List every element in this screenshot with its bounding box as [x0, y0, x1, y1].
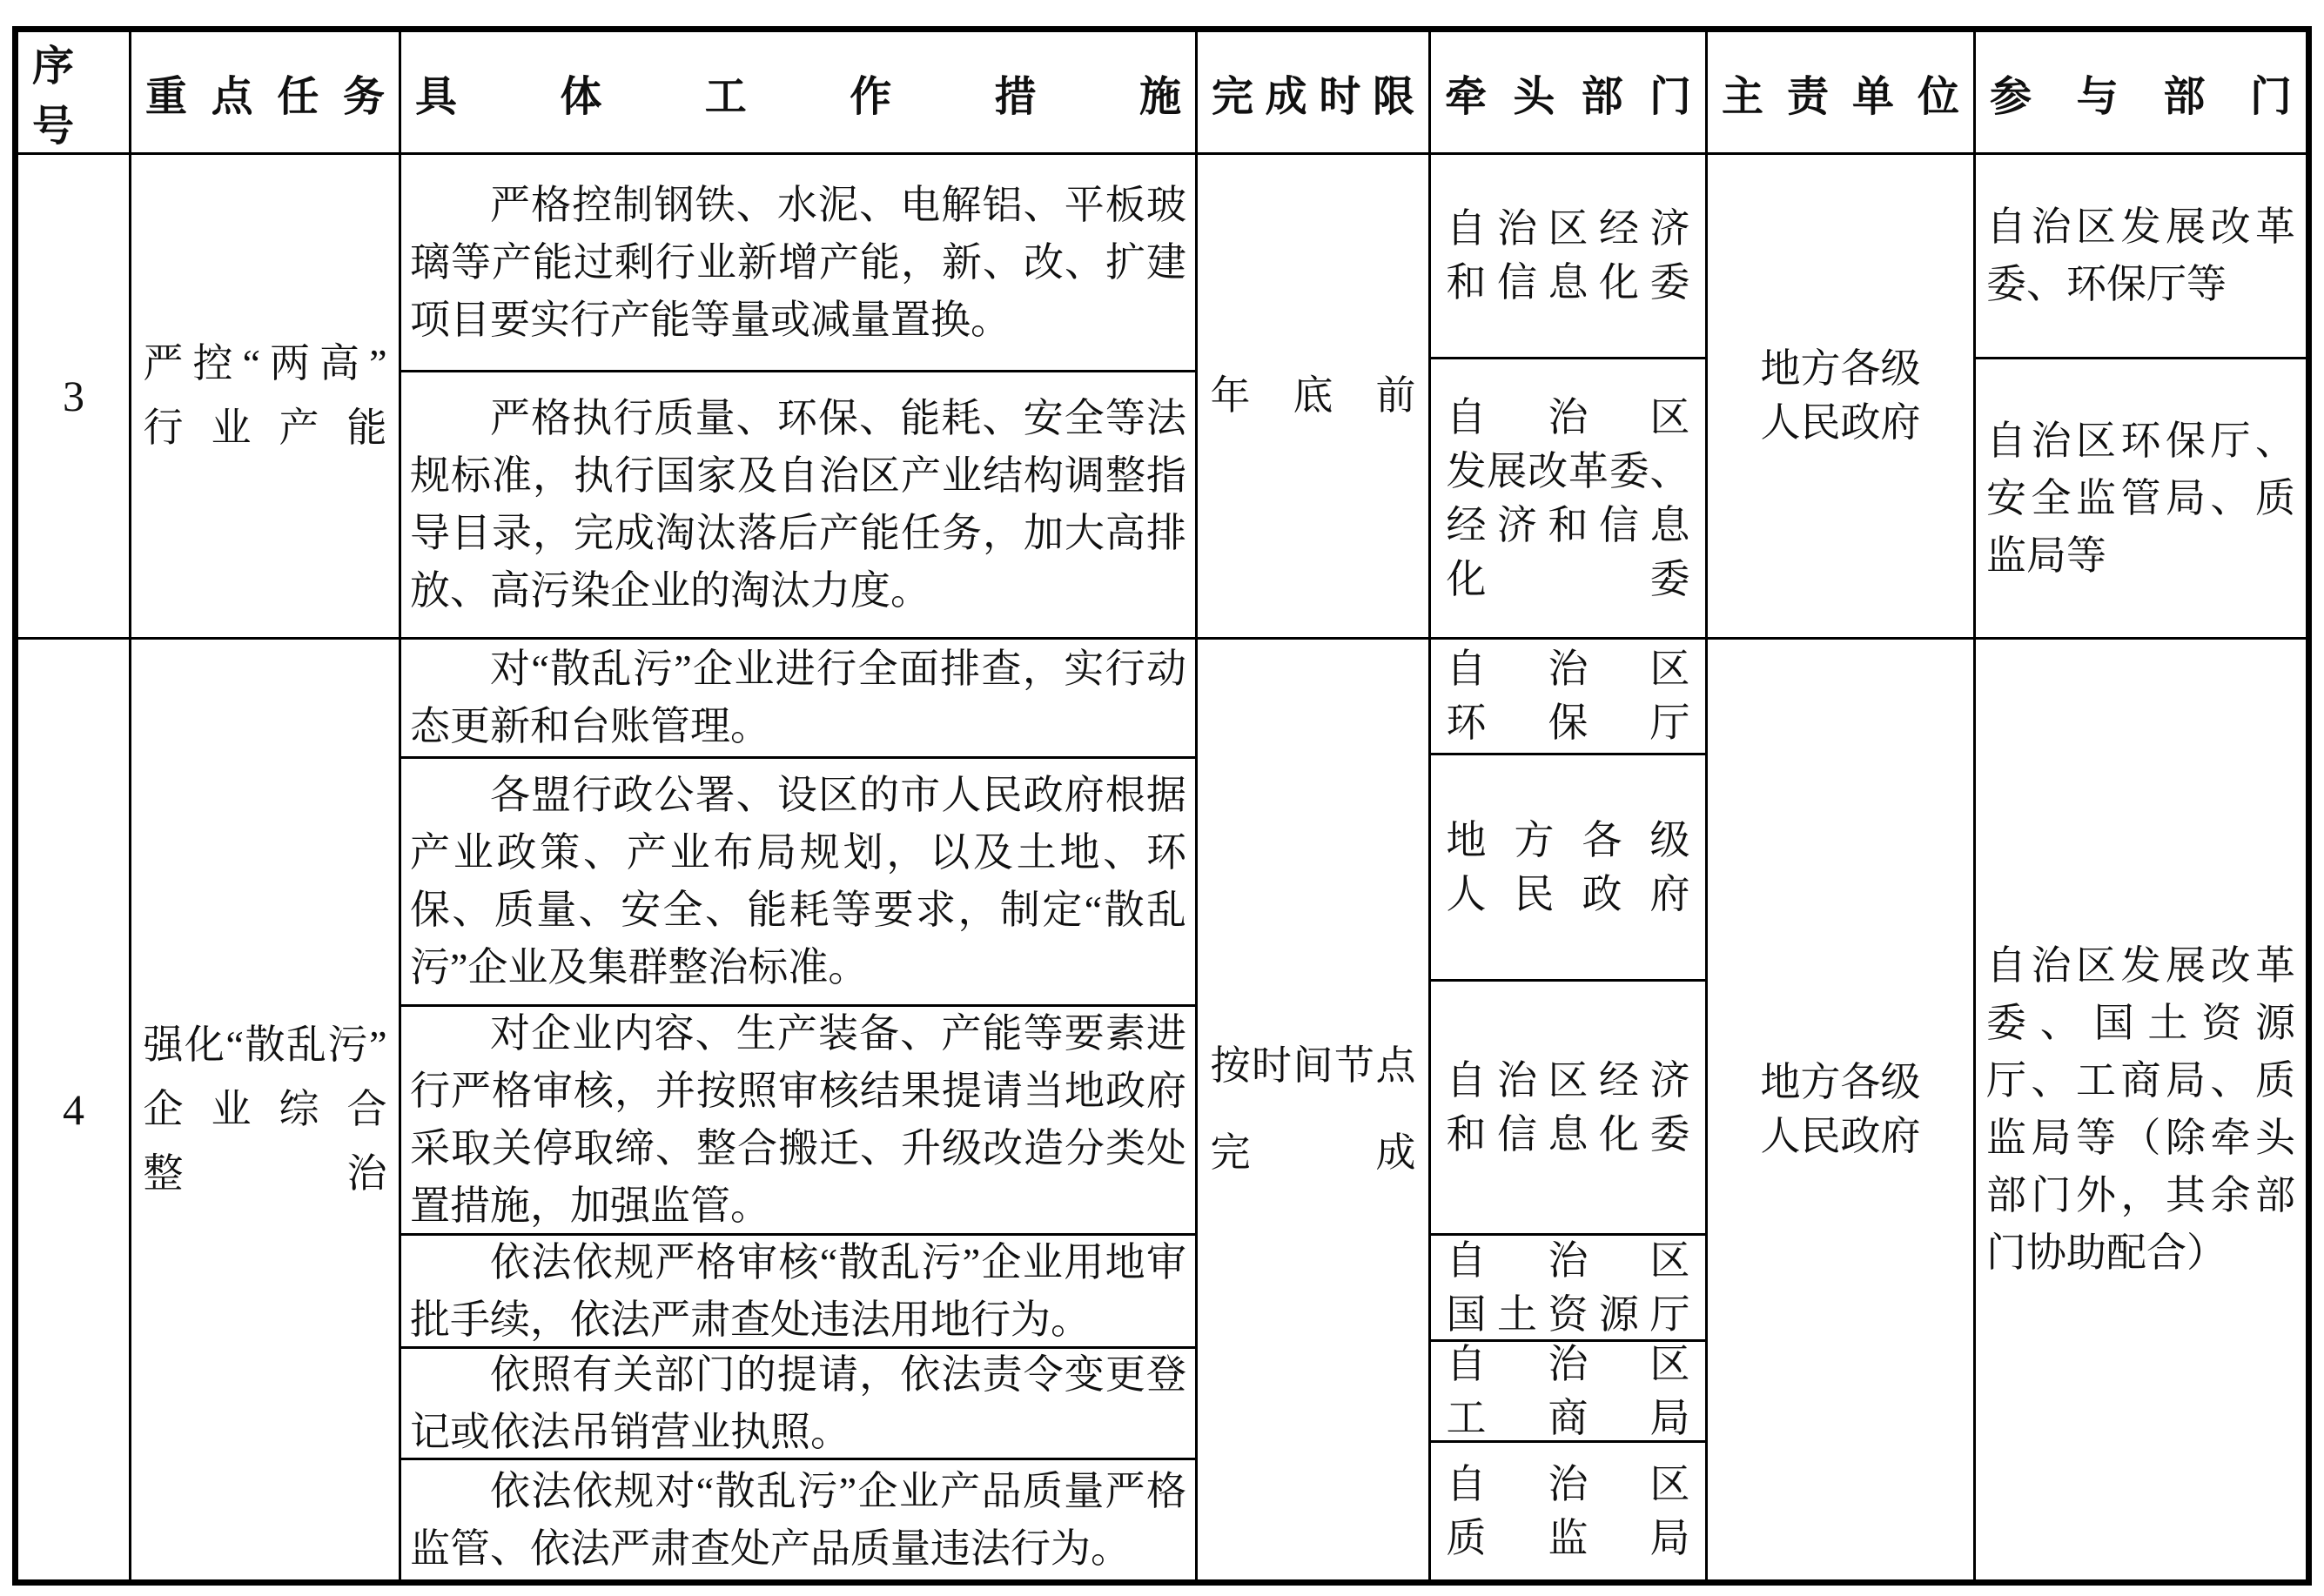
responsible-line: 人民政府	[1760, 400, 1921, 445]
row4-deadline-line: 按时间节点	[1210, 1043, 1416, 1088]
row4-lead-3	[1431, 982, 1705, 1236]
measure-text: 严格控制钢铁、水泥、电解铝、平板玻璃等产能过剩行业新增产能，新、改、扩建项目要实行产能等量或减量置换。	[410, 182, 1186, 342]
measure-text: 对企业内容、生产装备、产能等要素进行严格审核，并按照审核结果提请当地政府采取关停取缔、整合搬迁、升级改造分类处置措施，加强监管。	[410, 1011, 1186, 1228]
row4-no: 4	[63, 1085, 84, 1134]
participants-text: 自治区发展改革委、国土资源厅、工商局、质监局等（除牵头部门外，其余部门协助配合）	[1986, 943, 2295, 1275]
row4-participants-cell	[1976, 640, 2306, 1579]
header-task-label: 重点任务	[145, 73, 385, 120]
row4-measure-3	[401, 1007, 1195, 1236]
row4-no-cell	[18, 640, 129, 1579]
row4-lead-2	[1431, 755, 1705, 982]
row4-measure-2	[401, 759, 1195, 1007]
header-deadline	[1198, 32, 1428, 155]
header-measures	[401, 32, 1195, 155]
responsible-line: 地方各级	[1760, 346, 1921, 391]
row4-deadline-line: 完成	[1210, 1130, 1416, 1175]
lead-line: 和信息化委	[1446, 1111, 1690, 1157]
row3-lead-1	[1431, 155, 1705, 359]
row4-lead-1	[1431, 640, 1705, 755]
row3-task-line: 行业产能	[143, 406, 387, 450]
row3-measure-1	[401, 155, 1195, 372]
lead-line: 自治区	[1446, 1342, 1690, 1386]
lead-line: 国土资源厅	[1446, 1291, 1690, 1337]
lead-line: 和信息化委	[1446, 260, 1690, 305]
header-measures-label: 具体工作措施	[415, 73, 1181, 120]
header-responsible	[1708, 32, 1973, 155]
header-task	[131, 32, 399, 155]
row3-no-cell	[18, 155, 129, 640]
lead-line: 化委	[1446, 556, 1690, 601]
row3-task-cell	[131, 155, 399, 640]
row4-task-line: 整治	[143, 1151, 387, 1196]
row4-measure-6	[401, 1460, 1195, 1579]
col-responsible	[1708, 32, 1976, 1579]
row3-deadline-cell	[1198, 155, 1428, 640]
col-measures	[401, 32, 1198, 1579]
row3-measure-2	[401, 372, 1195, 640]
header-lead-label: 牵头部门	[1445, 73, 1691, 120]
responsible-line: 人民政府	[1760, 1114, 1921, 1158]
lead-line: 自治区	[1446, 1461, 1690, 1506]
lead-line: 地方各级	[1446, 817, 1690, 862]
row3-no: 3	[63, 372, 84, 420]
measure-text: 依照有关部门的提请，依法责令变更登记或依法吊销营业执照。	[410, 1351, 1186, 1454]
row4-measure-5	[401, 1349, 1195, 1460]
measure-text: 依法依规对“散乱污”企业产品质量严格监管、依法严肃查处产品质量违法行为。	[410, 1468, 1186, 1571]
measure-text: 依法依规严格审核“散乱污”企业用地审批手续，依法严肃查处违法用地行为。	[410, 1239, 1186, 1342]
lead-line: 环保厅	[1446, 701, 1690, 745]
lead-line: 工商局	[1446, 1395, 1690, 1440]
responsible-line: 地方各级	[1760, 1060, 1921, 1104]
row4-task-line: 企业综合	[143, 1087, 387, 1131]
col-no	[18, 32, 131, 1579]
header-deadline-label: 完成时限	[1212, 73, 1414, 120]
header-no	[18, 32, 129, 155]
row3-participants-2	[1976, 359, 2306, 640]
row3-lead-2	[1431, 359, 1705, 640]
row4-responsible-cell	[1708, 640, 1973, 1579]
col-deadline	[1198, 32, 1431, 1579]
row3-task-line: 严控“两高”	[143, 341, 387, 386]
measure-text: 对“散乱污”企业进行全面排查，实行动态更新和台账管理。	[410, 647, 1186, 748]
row3-responsible-cell	[1708, 155, 1973, 640]
row4-deadline-cell	[1198, 640, 1428, 1579]
header-lead	[1431, 32, 1705, 155]
row4-lead-6	[1431, 1443, 1705, 1579]
lead-line: 人民政府	[1446, 871, 1690, 916]
participants-text: 自治区发展改革委、环保厅等	[1986, 205, 2295, 306]
lead-line: 自治区经济	[1446, 1057, 1690, 1103]
row4-lead-4	[1431, 1236, 1705, 1342]
lead-line: 质监局	[1446, 1515, 1690, 1560]
col-lead	[1431, 32, 1708, 1579]
lead-line: 自治区	[1446, 394, 1690, 439]
row4-lead-5	[1431, 1342, 1705, 1443]
measure-text: 严格执行质量、环保、能耗、安全等法规标准，执行国家及自治区产业结构调整指导目录，完成淘汰落后产能任务，加大高排放、高污染企业的淘汰力度。	[410, 396, 1186, 613]
lead-line: 自治区经济	[1446, 206, 1690, 251]
row4-task-line: 强化“散乱污”	[143, 1023, 387, 1067]
header-responsible-label: 主责单位	[1722, 73, 1959, 120]
lead-line: 经济和信息	[1446, 502, 1690, 547]
measure-text: 各盟行政公署、设区的市人民政府根据产业政策、产业布局规划，以及土地、环保、质量、安全、能耗等要求，制定“散乱污”企业及集群整治标准。	[410, 773, 1186, 989]
col-participants	[1976, 32, 2306, 1579]
row3-deadline: 年底前	[1210, 373, 1416, 418]
col-task	[131, 32, 401, 1579]
action-plan-table	[12, 26, 2312, 1586]
header-participants-label: 参与部门	[1990, 73, 2292, 120]
row4-task-cell	[131, 640, 399, 1579]
row4-measure-4	[401, 1236, 1195, 1349]
participants-text: 自治区环保厅、安全监管局、质监局等	[1986, 418, 2295, 578]
header-participants	[1976, 32, 2306, 155]
row3-participants-1	[1976, 155, 2306, 359]
lead-line: 发展改革委、	[1446, 448, 1690, 493]
row4-measure-1	[401, 640, 1195, 759]
header-no-label: 序号	[32, 44, 75, 150]
lead-line: 自治区	[1446, 1237, 1690, 1283]
lead-line: 自治区	[1446, 647, 1690, 691]
